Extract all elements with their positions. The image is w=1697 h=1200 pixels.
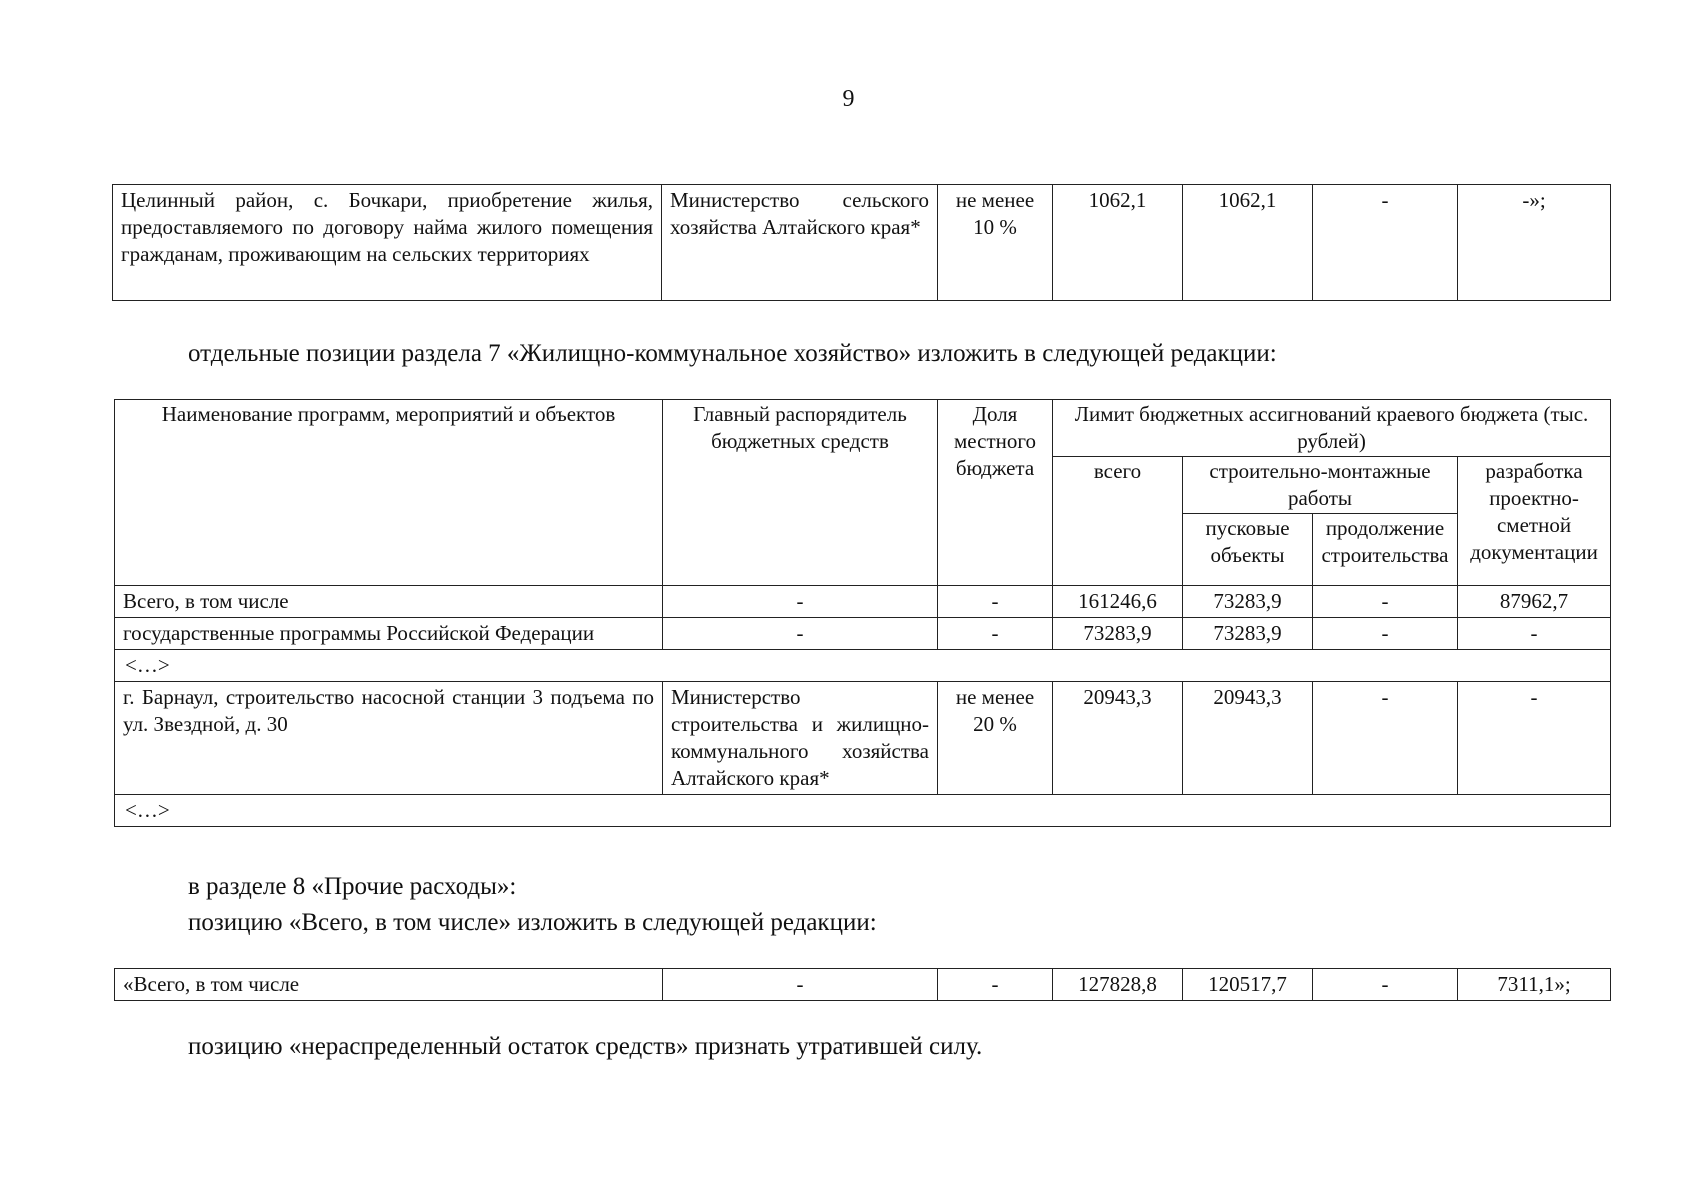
header-share: Доля местного бюджета (938, 400, 1053, 586)
row-continued: - (1313, 618, 1458, 650)
row-name: государственные программы Российской Федерации (115, 618, 663, 650)
row-share: - (938, 618, 1053, 650)
table-row (115, 586, 1611, 618)
header-name: Наименование программ, мероприятий и объектов (115, 400, 663, 586)
header-launch: пусковые объекты (1183, 514, 1313, 586)
row-share: - (938, 586, 1053, 618)
table-section6-continuation (112, 184, 1611, 301)
design-cell: -»; (1458, 185, 1611, 301)
row-launch: 73283,9 (1183, 586, 1313, 618)
table-row (113, 185, 1611, 301)
row-name: г. Барнаул, строительство насосной станции 3 подъема по ул. Звездной, д. 30 (115, 682, 663, 795)
page-number: 9 (842, 86, 855, 112)
continued-cell: - (1313, 185, 1458, 301)
header-continued: продолжение строительства (1313, 514, 1458, 586)
header-limit: Лимит бюджетных ассигнований краевого бюджета (тыс. рублей) (1053, 400, 1611, 457)
row-launch: 20943,3 (1183, 682, 1313, 795)
paragraph-section8-line1: в разделе 8 «Прочие расходы»: (188, 873, 517, 900)
row-share: - (938, 969, 1053, 1001)
launch-cell: 1062,1 (1183, 185, 1313, 301)
row-continued: - (1313, 682, 1458, 795)
table-row (115, 969, 1611, 1001)
total-cell: 1062,1 (1053, 185, 1183, 301)
row-total: 73283,9 (1053, 618, 1183, 650)
paragraph-section8-line2: позицию «Всего, в том числе» изложить в следующей редакции: (188, 909, 877, 936)
row-name: Всего, в том числе (115, 586, 663, 618)
header-construction: строительно-монтажные работы (1183, 457, 1458, 514)
table-row-ellipsis (115, 650, 1611, 682)
row-design: - (1458, 682, 1611, 795)
row-total: 161246,6 (1053, 586, 1183, 618)
paragraph-section8 (188, 869, 877, 941)
row-manager: Министерство строительства и жилищно-коммунального хозяйства Алтайского края* (663, 682, 938, 795)
table-section8 (114, 968, 1611, 1001)
table-section7 (114, 399, 1611, 827)
row-design: 87962,7 (1458, 586, 1611, 618)
manager-cell: Министерство сельского хозяйства Алтайского края* (662, 185, 938, 301)
row-name: «Всего, в том числе (115, 969, 663, 1001)
row-launch: 73283,9 (1183, 618, 1313, 650)
header-total: всего (1053, 457, 1183, 586)
header-design: разработка проектно-сметной документации (1458, 457, 1611, 586)
row-total: 127828,8 (1053, 969, 1183, 1001)
header-manager: Главный распорядитель бюджетных средств (663, 400, 938, 586)
row-share: не менее 20 % (938, 682, 1053, 795)
row-design: - (1458, 618, 1611, 650)
table-row (115, 618, 1611, 650)
share-cell: не менее 10 % (938, 185, 1053, 301)
object-name-cell: Целинный район, с. Бочкари, приобретение жилья, предоставляемого по договору найма жилого помещения гражданам, проживающим на сельских территориях (113, 185, 662, 301)
row-manager: - (663, 618, 938, 650)
table-row (115, 682, 1611, 795)
row-manager: - (663, 586, 938, 618)
paragraph-unallocated: позицию «нераспределенный остаток средств» признать утратившей силу. (188, 1033, 983, 1060)
row-continued: - (1313, 969, 1458, 1001)
ellipsis-cell: <…> (115, 650, 1611, 682)
row-manager: - (663, 969, 938, 1001)
ellipsis-cell: <…> (115, 795, 1611, 827)
table-row-ellipsis (115, 795, 1611, 827)
row-continued: - (1313, 586, 1458, 618)
paragraph-section7: отдельные позиции раздела 7 «Жилищно-коммунальное хозяйство» изложить в следующей редакции: (188, 340, 1277, 367)
row-launch: 120517,7 (1183, 969, 1313, 1001)
row-total: 20943,3 (1053, 682, 1183, 795)
row-design: 7311,1»; (1458, 969, 1611, 1001)
